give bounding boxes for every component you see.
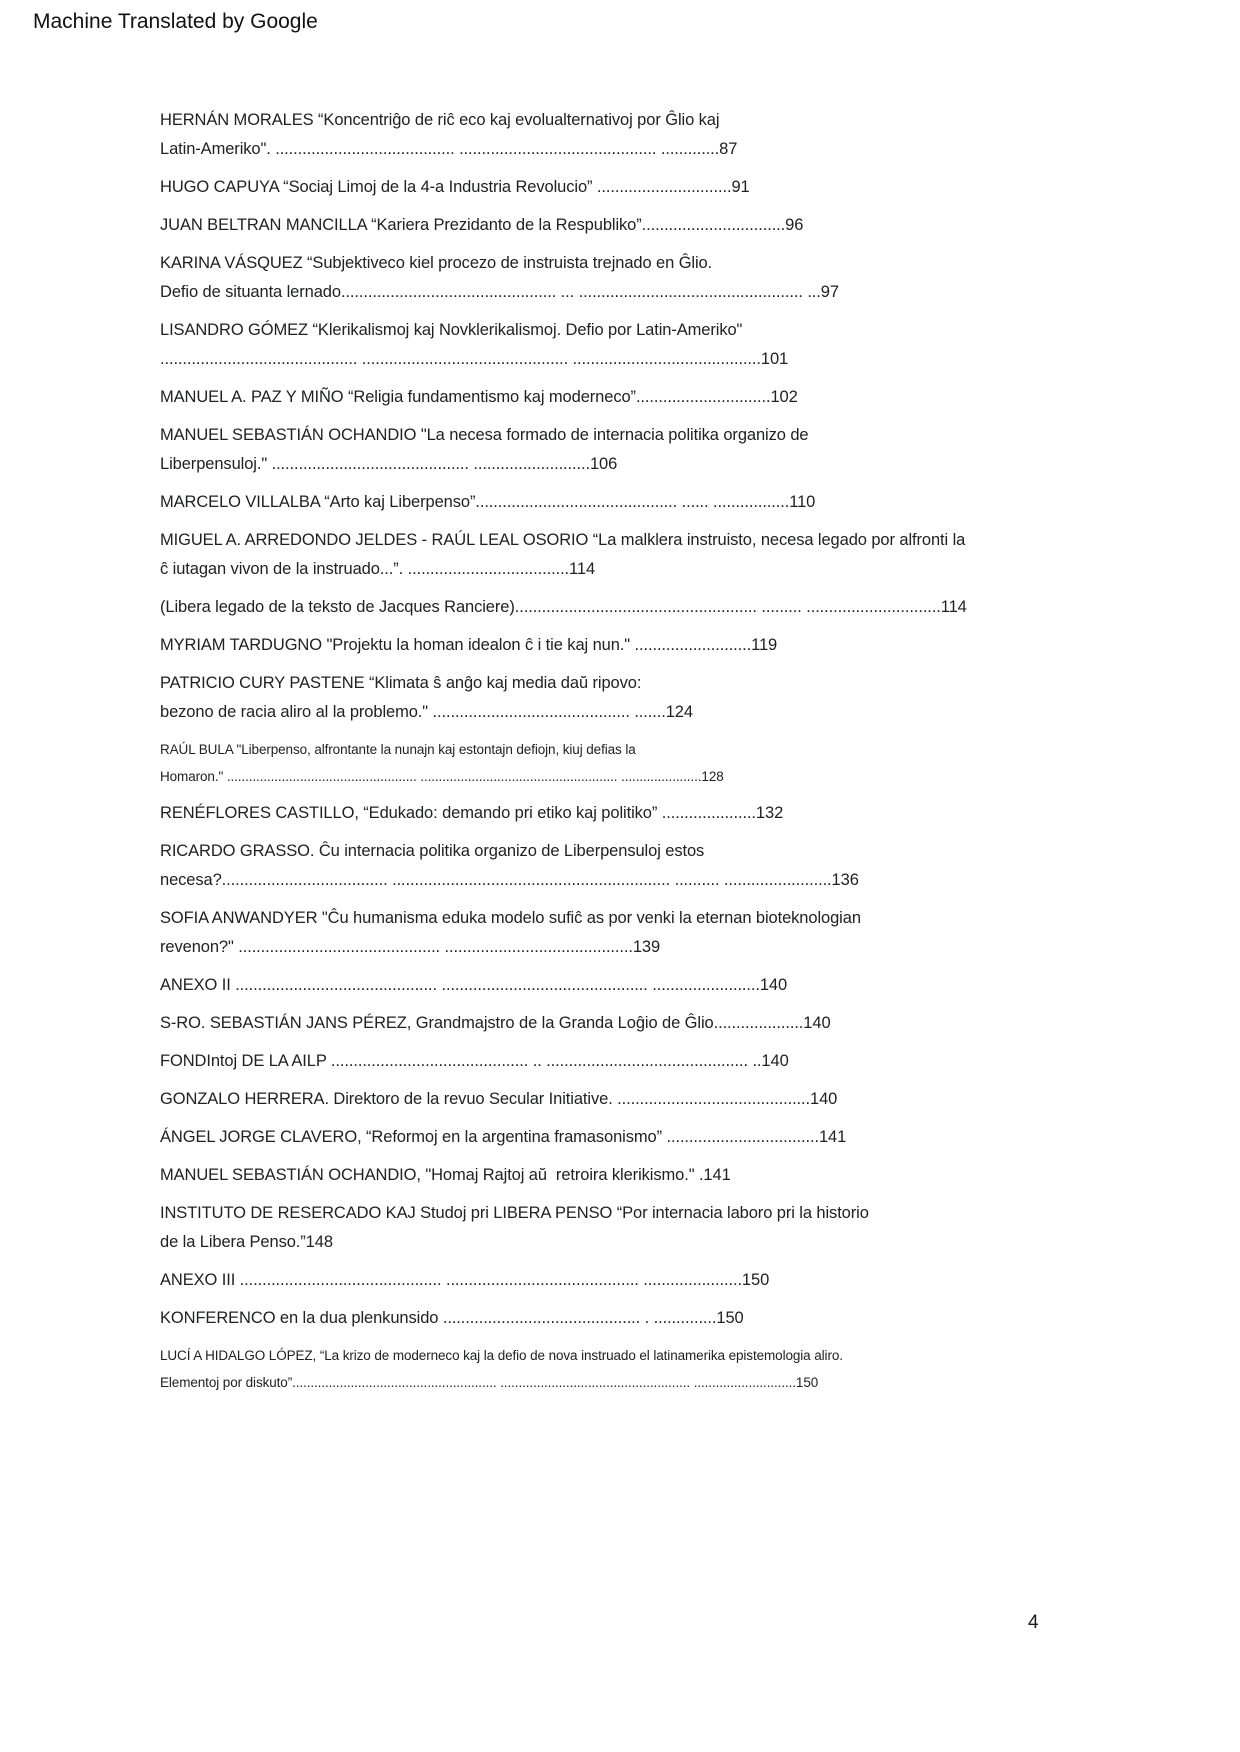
- toc-entry: [160, 837, 1090, 895]
- toc-line: S-RO. SEBASTIÁN JANS PÉREZ, Grandmajstro de la Granda Loĝio de Ĝlio....................140: [160, 1014, 831, 1032]
- toc-entry: [160, 904, 1090, 962]
- toc-entry: [160, 526, 1090, 584]
- toc-entry: [160, 669, 1090, 727]
- toc-entry: [160, 1047, 1090, 1076]
- toc-line: necesa?..................................... .............................................................. .......... ........................136: [160, 871, 859, 889]
- toc-line: SOFIA ANWANDYER "Ĉu humanisma eduka modelo sufiĉ as por venki la eternan bioteknologian: [160, 909, 861, 927]
- toc-line: de la Libera Penso.”148: [160, 1233, 333, 1251]
- toc-line: RICARDO GRASSO. Ĉu internacia politika organizo de Liberpensuloj estos: [160, 842, 705, 860]
- toc-line: GONZALO HERRERA. Direktoro de la revuo Secular Initiative. ...........................................140: [160, 1090, 838, 1108]
- table-of-contents: [160, 106, 1090, 1405]
- toc-entry: [160, 1266, 1090, 1295]
- toc-entry: [160, 736, 1090, 790]
- toc-entry: [160, 1199, 1090, 1257]
- toc-line: MANUEL SEBASTIÁN OCHANDIO, "Homaj Rajtoj aŭ retroira klerikismo." .141: [160, 1166, 731, 1184]
- toc-entry: [160, 316, 1090, 374]
- toc-line: Latin-Ameriko". ........................................ ............................................ .............87: [160, 140, 738, 158]
- toc-entry: [160, 421, 1090, 479]
- toc-line: ANEXO II ............................................. .............................................. ........................140: [160, 976, 788, 994]
- toc-line: MANUEL SEBASTIÁN OCHANDIO "La necesa formado de internacia politika organizo de: [160, 426, 809, 444]
- toc-line: RAÚL BULA "Liberpenso, alfrontante la nunajn kaj estontajn defiojn, kiuj defias la: [160, 742, 636, 757]
- toc-entry: [160, 383, 1090, 412]
- toc-entry: [160, 631, 1090, 660]
- toc-line: ÁNGEL JORGE CLAVERO, “Reformoj en la argentina framasonismo” ..................................141: [160, 1128, 847, 1146]
- toc-entry: [160, 799, 1090, 828]
- toc-entry: [160, 211, 1090, 240]
- toc-line: MANUEL A. PAZ Y MIÑO “Religia fundamentismo kaj moderneco”..............................102: [160, 388, 798, 406]
- toc-line: Homaron." .................................................... ...................................................... ......................128: [160, 769, 724, 784]
- toc-entry: [160, 1342, 1090, 1396]
- toc-entry: [160, 249, 1090, 307]
- toc-entry: [160, 1085, 1090, 1114]
- toc-line: HUGO CAPUYA “Sociaj Limoj de la 4-a Industria Revolucio” ..............................91: [160, 178, 750, 196]
- toc-entry: [160, 971, 1090, 1000]
- toc-line: LUCÍ A HIDALGO LÓPEZ, “La krizo de moderneco kaj la defio de nova instruado el latinamerika epistemologia aliro.: [160, 1348, 843, 1363]
- toc-entry: [160, 173, 1090, 202]
- toc-line: RENÉFLORES CASTILLO, “Edukado: demando pri etiko kaj politiko” .....................132: [160, 804, 784, 822]
- toc-line: ANEXO III ............................................. ........................................... ......................150: [160, 1271, 770, 1289]
- toc-entry: [160, 488, 1090, 517]
- toc-line: Defio de situanta lernado................................................ ... .................................................. ...97: [160, 283, 839, 301]
- toc-line: PATRICIO CURY PASTENE “Klimata ŝ anĝo kaj media daŭ ripovo:: [160, 674, 642, 692]
- toc-entry: [160, 1161, 1090, 1190]
- toc-line: revenon?" ............................................. ..........................................139: [160, 938, 661, 956]
- toc-line: FONDIntoj DE LA AILP ............................................ .. ............................................. ..140: [160, 1052, 789, 1070]
- toc-line: KONFERENCO en la dua plenkunsido ............................................ . ..............150: [160, 1309, 744, 1327]
- toc-entry: [160, 593, 1090, 622]
- machine-translated-watermark: Machine Translated by Google: [33, 10, 318, 33]
- toc-line: (Libera legado de la teksto de Jacques Ranciere)...................................................... ......... ..............................114: [160, 598, 967, 616]
- toc-line: MYRIAM TARDUGNO "Projektu la homan idealon ĉ i tie kaj nun." ..........................119: [160, 636, 778, 654]
- toc-line: JUAN BELTRAN MANCILLA “Kariera Prezidanto de la Respubliko”................................96: [160, 216, 804, 234]
- toc-entry: [160, 1304, 1090, 1333]
- page-number: 4: [1028, 1612, 1039, 1633]
- toc-line: MIGUEL A. ARREDONDO JELDES - RAÚL LEAL OSORIO “La malklera instruisto, necesa legado por alfronti la: [160, 531, 966, 549]
- toc-line: ĉ iutagan vivon de la instruado...”. ....................................114: [160, 560, 596, 578]
- toc-line: MARCELO VILLALBA “Arto kaj Liberpenso”............................................. ...... .................110: [160, 493, 816, 511]
- toc-line: bezono de racia aliro al la problemo." ............................................ .......124: [160, 703, 693, 721]
- toc-entry: [160, 106, 1090, 164]
- toc-line: Elementoj por diskuto”........................................................ .................................................... ............................150: [160, 1375, 819, 1390]
- toc-line: Liberpensuloj." ............................................ ..........................106: [160, 455, 618, 473]
- toc-line: LISANDRO GÓMEZ “Klerikalismoj kaj Novklerikalismoj. Defio por Latin-Ameriko": [160, 321, 743, 339]
- toc-line: HERNÁN MORALES “Koncentriĝo de riĉ eco kaj evolualternativoj por Ĝlio kaj: [160, 111, 720, 129]
- toc-line: KARINA VÁSQUEZ “Subjektiveco kiel procezo de instruista trejnado en Ĝlio.: [160, 254, 713, 272]
- toc-line: INSTITUTO DE RESERCADO KAJ Studoj pri LIBERA PENSO “Por internacia laboro pri la historio: [160, 1204, 869, 1222]
- toc-entry: [160, 1009, 1090, 1038]
- toc-entry: [160, 1123, 1090, 1152]
- toc-line: ............................................ .............................................. ..........................................101: [160, 350, 789, 368]
